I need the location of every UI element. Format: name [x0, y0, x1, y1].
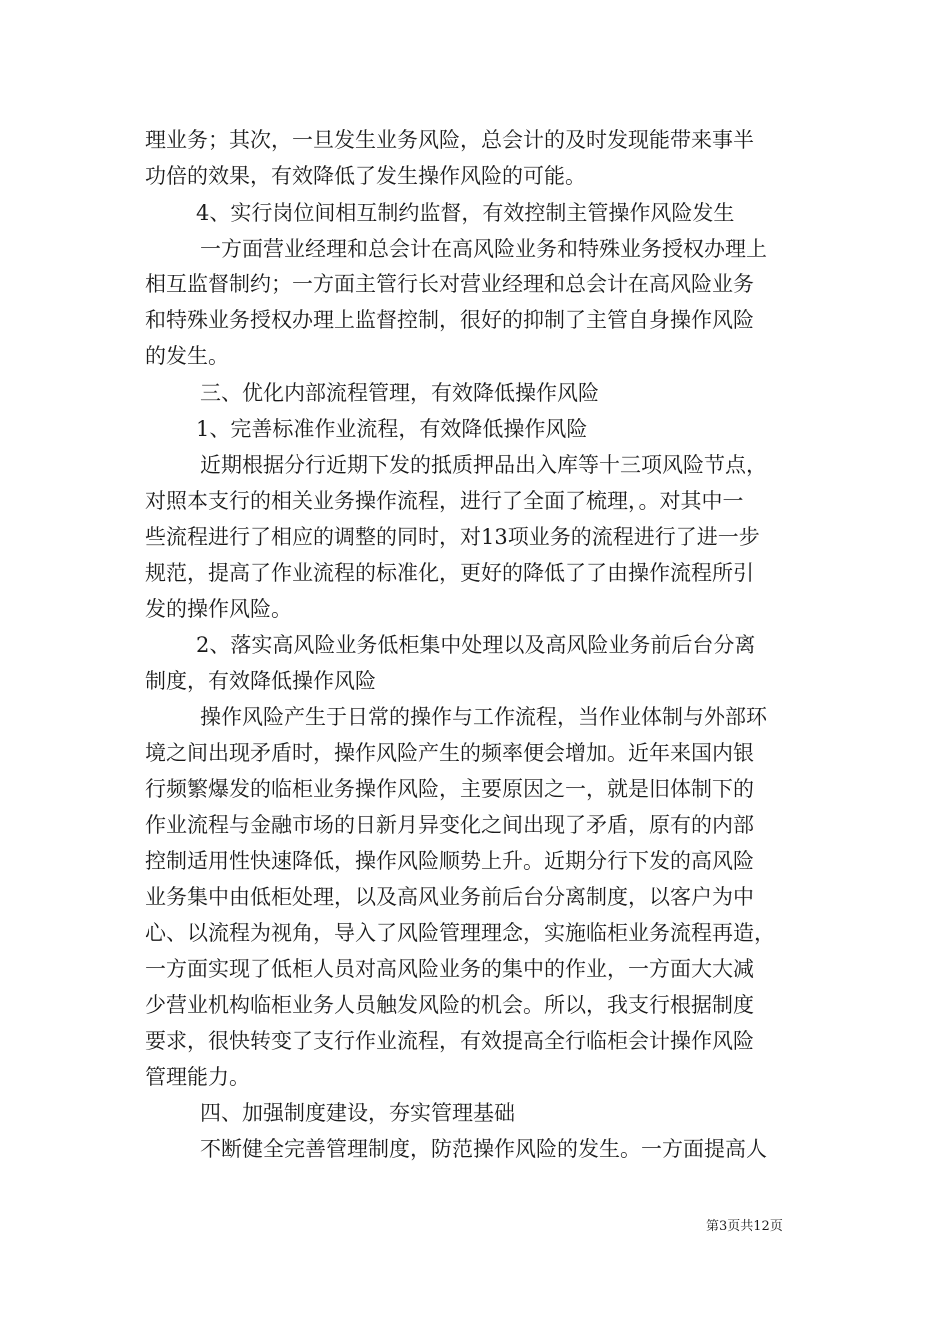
text-line: 不断健全完善管理制度，防范操作风险的发生。一方面提高人: [200, 1137, 767, 1161]
text-line: 行频繁爆发的临柜业务操作风险，主要原因之一，就是旧体制下的: [145, 777, 754, 801]
text-line: 控制适用性快速降低，操作风险顺势上升。近期分行下发的高风险: [145, 849, 754, 873]
text-line: 和特殊业务授权办理上监督控制，很好的抑制了主管自身操作风险: [145, 308, 754, 332]
text-line: 理业务；其次，一旦发生业务风险，总会计的及时发现能带来事半: [145, 128, 754, 152]
text-line: 操作风险产生于日常的操作与工作流程，当作业体制与外部环: [200, 705, 767, 729]
text-line: 业务集中由低柜处理，以及高风业务前后台分离制度，以客户为中: [145, 885, 754, 909]
page-number-footer: 第3页共12页: [706, 1219, 783, 1234]
text-line: 要求，很快转变了支行作业流程，有效提高全行临柜会计操作风险: [145, 1029, 754, 1053]
text-line: 作业流程与金融市场的日新月异变化之间出现了矛盾，原有的内部: [145, 813, 754, 837]
text-line: 相互监督制约；一方面主管行长对营业经理和总会计在高风险业务: [145, 272, 754, 296]
text-line: 少营业机构临柜业务人员触发风险的机会。所以，我支行根据制度: [145, 993, 754, 1017]
subsection-heading: 2、落实高风险业务低柜集中处理以及高风险业务前后台分离: [196, 633, 756, 657]
text-line: 心、以流程为视角，导入了风险管理理念，实施临柜业务流程再造，: [145, 921, 775, 945]
text-line: 境之间出现矛盾时，操作风险产生的频率便会增加。近年来国内银: [145, 741, 754, 765]
text-line: 规范，提高了作业流程的标准化，更好的降低了了由操作流程所引: [145, 561, 754, 585]
text-line: 一方面实现了低柜人员对高风险业务的集中的作业，一方面大大减: [145, 957, 754, 981]
subsection-heading: 1、完善标准作业流程，有效降低操作风险: [196, 417, 588, 441]
text-line: 制度，有效降低操作风险: [145, 669, 376, 693]
text-line: 对照本支行的相关业务操作流程，进行了全面了梳理，。对其中一: [145, 489, 744, 513]
section-heading: 三、优化内部流程管理，有效降低操作风险: [200, 381, 599, 405]
text-line: 些流程进行了相应的调整的同时，对13项业务的流程进行了进一步: [145, 525, 760, 549]
text-line: 一方面营业经理和总会计在高风险业务和特殊业务授权办理上: [200, 237, 767, 261]
text-line: 近期根据分行近期下发的抵质押品出入库等十三项风险节点，: [200, 453, 767, 477]
section-heading: 四、加强制度建设，夯实管理基础: [200, 1101, 515, 1125]
text-line: 4、实行岗位间相互制约监督，有效控制主管操作风险发生: [196, 201, 735, 225]
text-line: 管理能力。: [145, 1065, 250, 1089]
text-line: 的发生。: [145, 344, 229, 368]
text-line: 功倍的效果，有效降低了发生操作风险的可能。: [145, 164, 586, 188]
text-line: 发的操作风险。: [145, 597, 292, 621]
